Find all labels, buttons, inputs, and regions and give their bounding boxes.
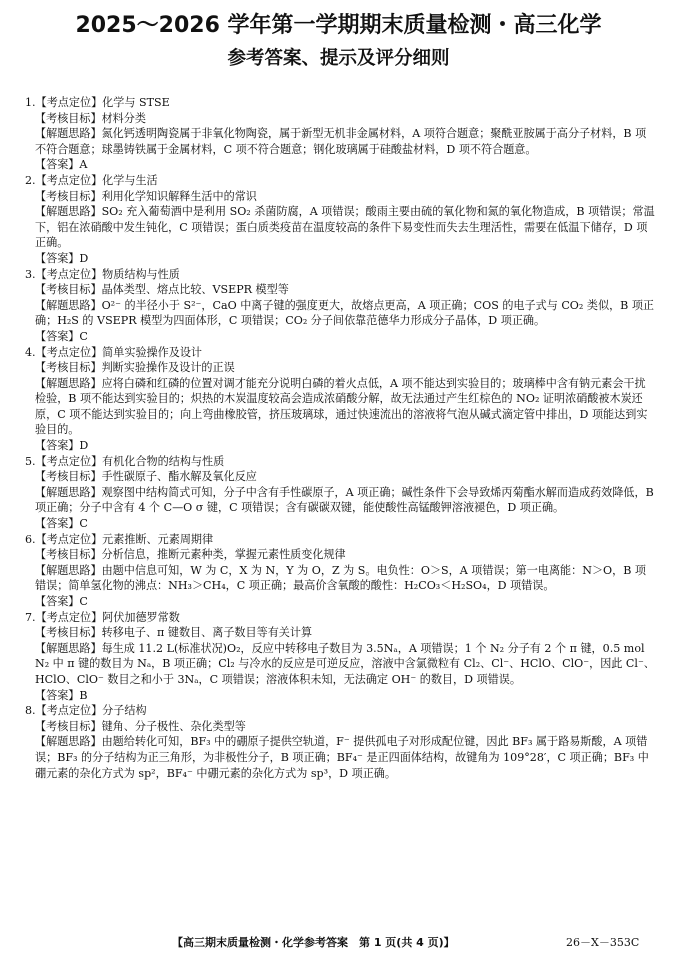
question-analysis: 【解题思路】SO₂ 充入葡萄酒中是利用 SO₂ 杀菌防腐，A 项错误；酸雨主要由硫的氧化物和氮的氧化物造成，B 项错误；常温下，铝在浓硝酸中发生钝化，C 项错误；蛋白质类疫苗在温度较高的条件下易变性而失去生理活性，需要在低温下储存，D 项正确。: [35, 205, 655, 250]
question-target: 【考核目标】转移电子、π 键数目、离子数目等有关计算: [35, 626, 313, 640]
question-block: [25, 95, 655, 173]
question-answer: 【答案】D: [35, 251, 89, 265]
question-answer: 【答案】C: [35, 329, 88, 343]
question-block: [25, 267, 655, 345]
question-block: [25, 454, 655, 532]
question-answer: 【答案】A: [35, 158, 88, 172]
question-answer: 【答案】C: [35, 517, 88, 531]
question-target: 【考核目标】材料分类: [35, 111, 146, 125]
question-analysis: 【解题思路】观察图中结构简式可知，分子中含有手性碳原子，A 项正确；碱性条件下会导致烯丙菊酯水解而造成药效降低，B 项正确；分子中含有 4 个 C—O σ 键，C 项错误；含有碳碳双键，能使酸性高锰酸钾溶液褪色，D 项正确。: [35, 485, 654, 515]
question-point: 4.【考点定位】简单实验操作及设计: [25, 345, 203, 359]
question-point: 8.【考点定位】分子结构: [25, 704, 147, 718]
page-title: 2025～2026 学年第一学期期末质量检测・高三化学: [75, 13, 602, 38]
page-subtitle: 参考答案、提示及评分细则: [227, 48, 450, 69]
question-answer: 【答案】D: [35, 439, 89, 453]
question-answer: 【答案】C: [35, 595, 88, 608]
question-target: 【考核目标】晶体类型、熔点比较、VSEPR 模型等: [35, 283, 289, 297]
question-point: 5.【考点定位】有机化合物的结构与性质: [25, 454, 225, 468]
question-point: 1.【考点定位】化学与 STSE: [25, 96, 170, 109]
question-target: 【考核目标】判断实验操作及设计的正误: [35, 361, 235, 375]
question-analysis: 【解题思路】每生成 11.2 L(标准状况)O₂，反应中转移电子数目为 3.5Nₐ，A 项错误；1 个 N₂ 分子有 2 个 π 键，0.5 mol N₂ 中 π 键的数目为 Nₐ，B 项正确；Cl₂ 与冷水的反应是可逆反应，溶液中含氯微粒有 Cl₂、Cl⁻、HClO、ClO⁻，因此 Cl⁻、HClO、ClO⁻ 数目之和小于 3Nₐ，C 项错误；溶液体积未知，无法确定 OH⁻ 的数目，D 项错误。: [35, 641, 655, 686]
question-analysis: 【解题思路】氮化钙透明陶瓷属于非氧化物陶瓷，属于新型无机非金属材料，A 项符合题意；聚酰亚胺属于高分子材料，B 项不符合题意；球墨铸铁属于金属材料，C 项不符合题意；钢化玻璃属于硅酸盐材料，D 项不符合题意。: [35, 127, 647, 156]
page-footer: [0, 934, 677, 952]
question-point: 2.【考点定位】化学与生活: [25, 173, 158, 187]
question-point: 3.【考点定位】物质结构与性质: [25, 267, 180, 281]
question-target: 【考核目标】分析信息，推断元素种类，掌握元素性质变化规律: [35, 548, 346, 562]
question-block: [25, 703, 655, 781]
footer-page-info: 【高三期末质量检测・化学参考答案 第 1 页(共 4 页)】: [172, 936, 455, 949]
question-answer: 【答案】B: [35, 688, 88, 702]
question-block: [25, 173, 655, 267]
answers-content: [25, 95, 655, 781]
question-analysis: 【解题思路】由题给转化可知，BF₃ 中的硼原子提供空轨道，F⁻ 提供孤电子对形成配位键，因此 BF₃ 属于路易斯酸，A 项错误；BF₃ 的分子结构为正三角形，为非极性分子，B 项正确；BF₄⁻ 是正四面体结构，故键角为 109°28′，C 项正确；BF₃ 中硼元素的杂化方式为 sp²，BF₄⁻ 中硼元素的杂化方式为 sp³，D 项正确。: [35, 735, 649, 780]
question-target: 【考核目标】手性碳原子、酯水解及氧化反应: [35, 470, 257, 484]
question-block: [25, 345, 655, 454]
question-point: 6.【考点定位】元素推断、元素周期律: [25, 532, 214, 546]
question-target: 【考核目标】键角、分子极性、杂化类型等: [35, 719, 246, 733]
question-block: [25, 532, 655, 610]
question-analysis: 【解题思路】由题中信息可知，W 为 C，X 为 N，Y 为 O，Z 为 S。电负性：O＞S，A 项错误；第一电离能：N＞O，B 项错误；简单氢化物的沸点：NH₃＞CH₄，C 项正确；最高价含氧酸的酸性：H₂CO₃＜H₂SO₄，D 项错误。: [35, 563, 646, 593]
question-analysis: 【解题思路】应将白磷和红磷的位置对调才能充分说明白磷的着火点低，A 项不能达到实验目的；玻璃棒中含有钠元素会干扰检验，B 项不能达到实验目的；炽热的木炭温度较高会造成浓硝酸分解，故无法通过产生红棕色的 NO₂ 证明浓硝酸被木炭还原，C 项不能达到实验目的；向上弯曲橡胶管，挤压玻璃球，通过快速流出的溶液将气泡从碱式滴定管中排出，D 项能达到实验目的。: [35, 376, 648, 437]
question-block: [25, 610, 655, 704]
question-target: 【考核目标】利用化学知识解释生活中的常识: [35, 189, 257, 203]
question-analysis: 【解题思路】O²⁻ 的半径小于 S²⁻，CaO 中离子键的强度更大，故熔点更高，A 项正确；COS 的电子式与 CO₂ 类似，B 项正确；H₂S 的 VSEPR 模型为四面体形，C 项错误；CO₂ 分子间依靠范德华力形成分子晶体，D 项正确。: [35, 298, 655, 328]
question-point: 7.【考点定位】阿伏加德罗常数: [25, 610, 180, 624]
footer-code: 26－X－353C: [566, 936, 640, 949]
